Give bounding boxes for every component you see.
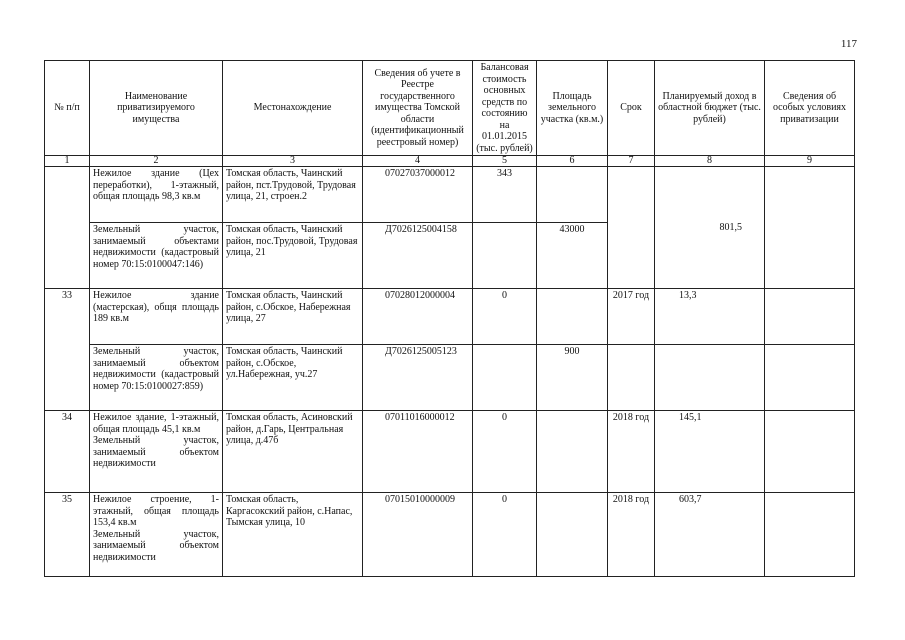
balance-value — [473, 223, 537, 289]
column-number: 2 — [90, 156, 223, 167]
header-cell: Местонахождение — [223, 61, 363, 156]
column-number: 6 — [537, 156, 608, 167]
table-row — [45, 493, 855, 577]
header-cell: Сведения об учете в Реестре государственного имущества Томской области (идентификационный реестровый номер) — [363, 61, 473, 156]
row-number: 35 — [45, 493, 90, 577]
property-name: Земельный участок, занимаемый объектом недвижимости (кадастровый номер 70:15:0100027:859) — [90, 345, 223, 411]
table-row — [45, 167, 855, 223]
land-area — [537, 493, 608, 577]
property-name — [90, 493, 223, 577]
header-cell: Наименование приватизируемого имущества — [90, 61, 223, 156]
term: 2017 год — [608, 289, 655, 345]
property-name-building: Нежилое здание, 1-этажный, общая площадь 45,1 кв.м — [93, 412, 219, 435]
header-cell: Площадь земельного участка (кв.м.) — [537, 61, 608, 156]
column-number: 4 — [363, 156, 473, 167]
column-number: 5 — [473, 156, 537, 167]
row-number: 33 — [45, 289, 90, 411]
column-number: 3 — [223, 156, 363, 167]
page-number: 117 — [840, 38, 857, 50]
balance-value: 0 — [473, 493, 537, 577]
term: 2018 год — [608, 493, 655, 577]
special-conditions — [765, 167, 855, 289]
balance-value: 0 — [473, 411, 537, 493]
property-location: Томская область, Чаинский район, пос.Трудовой, Трудовая улица, 21 — [223, 223, 363, 289]
header-cell: Планируемый доход в областной бюджет (тыс. рублей) — [655, 61, 765, 156]
special-conditions — [765, 289, 855, 345]
registry-number: Д7026125004158 — [363, 223, 473, 289]
property-location: Томская область, Асиновский район, д.Гарь, Центральная улица, д.47б — [223, 411, 363, 493]
planned-income: 801,5 — [655, 167, 765, 289]
land-area — [537, 289, 608, 345]
land-area — [537, 411, 608, 493]
registry-number: 07015010000009 — [363, 493, 473, 577]
property-name: Земельный участок, занимаемый объектами недвижимости (кадастровый номер 70:15:0100047:146) — [90, 223, 223, 289]
header-cell: № п/п — [45, 61, 90, 156]
header-cell: Сведения об особых условиях приватизации — [765, 61, 855, 156]
property-name — [90, 411, 223, 493]
planned-income — [655, 345, 765, 411]
land-area: 43000 — [537, 223, 608, 289]
row-number — [45, 167, 90, 289]
term — [608, 345, 655, 411]
balance-value: 343 — [473, 167, 537, 223]
header-cell: Срок — [608, 61, 655, 156]
property-name-land: Земельный участок, занимаемый объектом недвижимости — [93, 528, 219, 563]
term — [608, 167, 655, 289]
header-row — [45, 61, 855, 156]
planned-income: 145,1 — [655, 411, 765, 493]
property-location: Томская область, Чаинский район, с.Обское, Набережная улица, 27 — [223, 289, 363, 345]
table-row — [45, 411, 855, 493]
table-row — [45, 345, 855, 411]
property-name: Нежилое здание (мастерская), общя площадь 189 кв.м — [90, 289, 223, 345]
property-name-land: Земельный участок, занимаемый объектом недвижимости — [93, 435, 219, 469]
special-conditions — [765, 345, 855, 411]
property-name: Нежилое здание (Цех переработки), 1-этажный, общая площадь 98,3 кв.м — [90, 167, 223, 223]
registry-number: 07027037000012 — [363, 167, 473, 223]
registry-number: 07011016000012 — [363, 411, 473, 493]
registry-number: 07028012000004 — [363, 289, 473, 345]
planned-income: 603,7 — [655, 493, 765, 577]
column-number: 8 — [655, 156, 765, 167]
balance-value: 0 — [473, 289, 537, 345]
balance-value — [473, 345, 537, 411]
registry-number: Д7026125005123 — [363, 345, 473, 411]
term: 2018 год — [608, 411, 655, 493]
column-number: 1 — [45, 156, 90, 167]
column-number: 9 — [765, 156, 855, 167]
privatization-table — [44, 60, 855, 577]
property-location: Томская область, Чаинский район, с.Обское, ул.Набережная, уч.27 — [223, 345, 363, 411]
special-conditions — [765, 411, 855, 493]
table-row — [45, 289, 855, 345]
column-number-row — [45, 156, 855, 167]
land-area — [537, 167, 608, 223]
property-location: Томская область, Чаинский район, пст.Трудовой, Трудовая улица, 21, строен.2 — [223, 167, 363, 223]
row-number: 34 — [45, 411, 90, 493]
land-area: 900 — [537, 345, 608, 411]
header-cell: Балансовая стоимость основных средств по состоянию на 01.01.2015 (тыс. рублей) — [473, 61, 537, 156]
planned-income: 13,3 — [655, 289, 765, 345]
property-location: Томская область, Каргасокский район, с.Напас, Тымская улица, 10 — [223, 493, 363, 577]
property-name-building: Нежилое строение, 1-этажный, общая площадь 153,4 кв.м — [93, 494, 219, 528]
column-number: 7 — [608, 156, 655, 167]
special-conditions — [765, 493, 855, 577]
